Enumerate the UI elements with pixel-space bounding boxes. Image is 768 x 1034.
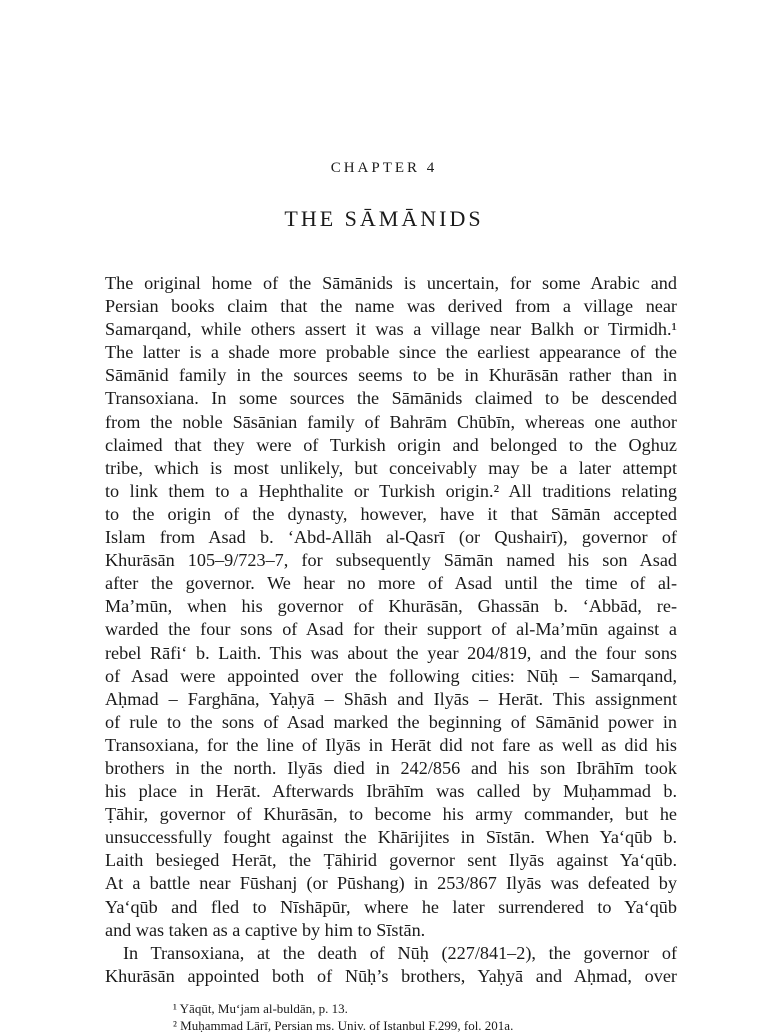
text-line: and was taken as a captive by him to Sīstān. bbox=[105, 919, 426, 940]
text-line: Aḥmad – Farghāna, Yaḥyā – Shāsh and Ilyās – Herāt. This assignment bbox=[105, 688, 677, 709]
text-line: brothers in the north. Ilyās died in 242/856 and his son Ibrāhīm took bbox=[105, 757, 677, 778]
text-line: rebel Rāfi‘ b. Laith. This was about the year 204/819, and the four sons bbox=[105, 642, 677, 663]
text-line: Transoxiana, for the line of Ilyās in Herāt did not fare as well as did his bbox=[105, 734, 677, 755]
text-line: of Asad were appointed over the following cities: Nūḥ – Samarqand, bbox=[105, 665, 677, 686]
body-text bbox=[105, 272, 677, 988]
text-line: unsuccessfully fought against the Khārijites in Sīstān. When Ya‘qūb b. bbox=[105, 827, 677, 848]
text-line: The original home of the Sāmānids is uncertain, for some Arabic and bbox=[105, 273, 677, 293]
text-line: to the origin of the dynasty, however, have it that Sāmān accepted bbox=[105, 503, 677, 524]
text-line: claimed that they were of Turkish origin and belonged to the Oghuz bbox=[105, 434, 677, 455]
footnote: ¹ Yāqūt, Mu‘jam al-buldān, p. 13. bbox=[173, 1001, 348, 1016]
text-line: after the governor. We hear no more of Asad until the time of al- bbox=[105, 573, 677, 594]
text-line: Ma’mūn, when his governor of Khurāsān, Ghassān b. ‘Abbād, re- bbox=[105, 596, 677, 617]
text-line: of rule to the sons of Asad marked the beginning of Sāmānid power in bbox=[105, 711, 677, 732]
chapter-label: CHAPTER 4 bbox=[330, 160, 438, 176]
text-line: his place in Herāt. Afterwards Ibrāhīm was called by Muḥammad b. bbox=[105, 781, 677, 802]
footnotes bbox=[105, 1000, 677, 1033]
text-line: Laith besieged Herāt, the Ṭāhirid governor sent Ilyās against Ya‘qūb. bbox=[105, 850, 677, 871]
text-line: Islam from Asad b. ‘Abd-Allāh al-Qasrī (or Qushairī), governor of bbox=[105, 527, 677, 548]
text-line: tribe, which is most unlikely, but conceivably may be a later attempt bbox=[105, 457, 677, 478]
text-line: warded the four sons of Asad for their support of al-Ma’mūn against a bbox=[105, 619, 677, 640]
text-line: Ṭāhir, governor of Khurāsān, to become his army commander, but he bbox=[105, 804, 677, 825]
text-line: Persian books claim that the name was derived from a village near bbox=[105, 296, 677, 317]
text-line: to link them to a Hephthalite or Turkish origin.² All traditions relating bbox=[105, 480, 677, 501]
chapter-title: THE SĀMĀNIDS bbox=[284, 206, 484, 231]
text-line: Samarqand, while others assert it was a village near Balkh or Tirmidh.¹ bbox=[105, 319, 677, 340]
text-line: At a battle near Fūshanj (or Pūshang) in 253/867 Ilyās was defeated by bbox=[105, 873, 677, 894]
text-line: Khurāsān appointed both of Nūḥ’s brothers, Yaḥyā and Aḥmad, over bbox=[105, 965, 677, 986]
text-line: from the noble Sāsānian family of Bahrām Chūbīn, whereas one author bbox=[105, 411, 677, 432]
text-line: The latter is a shade more probable since the earliest appearance of the bbox=[105, 342, 677, 363]
text-line: Khurāsān 105–9/723–7, for subsequently Sāmān named his son Asad bbox=[105, 550, 677, 571]
footnote: ² Muḥammad Lārī, Persian ms. Univ. of Istanbul F.299, fol. 201a. bbox=[173, 1018, 514, 1033]
text-line: Ya‘qūb and fled to Nīshāpūr, where he later surrendered to Ya‘qūb bbox=[105, 896, 677, 917]
text-line: Sāmānid family in the sources seems to be in Khurāsān rather than in bbox=[105, 365, 677, 386]
text-line: Transoxiana. In some sources the Sāmānids claimed to be descended bbox=[105, 388, 677, 409]
text-line: In Transoxiana, at the death of Nūḥ (227/841–2), the governor of bbox=[123, 942, 677, 963]
